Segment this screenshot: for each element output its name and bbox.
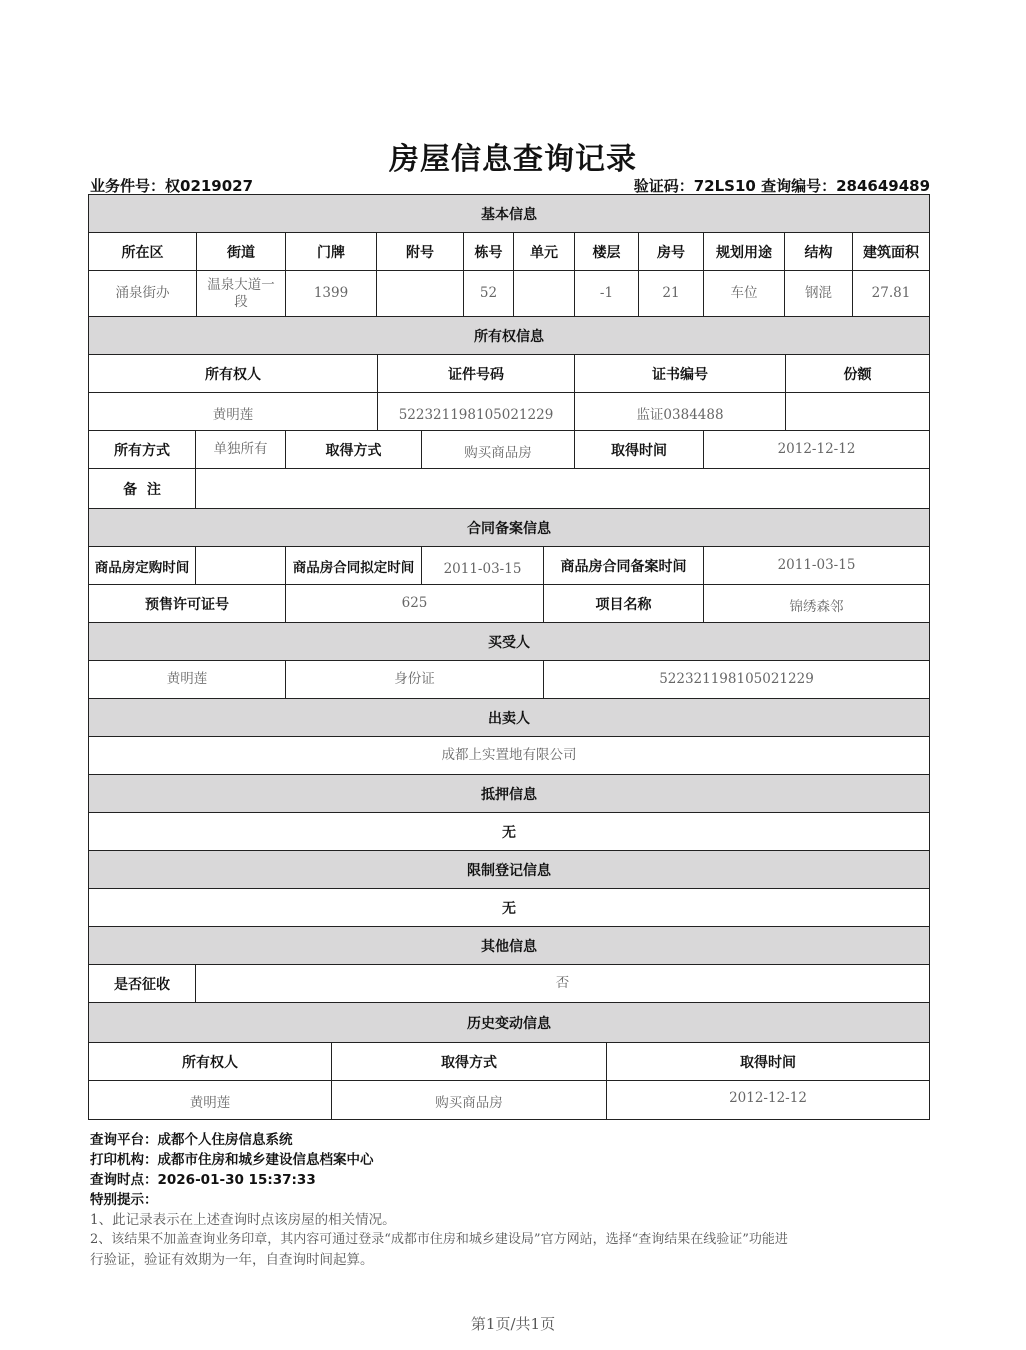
history-header: 所有权人 <box>89 1043 332 1081</box>
basic-header: 所在区 <box>89 233 197 271</box>
query-platform: 查询平台：成都个人住房信息系统 <box>90 1132 293 1148</box>
project-name-label: 项目名称 <box>544 585 704 623</box>
section-contract: 合同备案信息 <box>89 509 929 547</box>
acquire-time-label: 取得时间 <box>575 431 704 469</box>
notice-item-2: 2、该结果不加盖查询业务印章，其内容可通过登录“成都市住房和城乡建设局”官方网站，选择“查询结果在线验证”功能进 <box>90 1232 788 1247</box>
project-name-value: 锦绣森邻 <box>704 585 929 623</box>
buyer-id-number: 522321198105021229 <box>544 661 929 699</box>
basic-value-sub-no <box>377 271 464 317</box>
buyer-id-type: 身份证 <box>286 661 544 699</box>
page-number: 第1页/共1页 <box>470 1315 556 1333</box>
remark-label: 备 注 <box>89 469 196 509</box>
notice-item-1: 1、此记录表示在上述查询时点该房屋的相关情况。 <box>90 1212 396 1228</box>
mortgage-value: 无 <box>89 813 929 851</box>
basic-value-structure: 钢混 <box>785 271 853 317</box>
owner-id-number: 522321198105021229 <box>378 393 575 431</box>
info-table <box>88 194 930 1120</box>
verify-query-number: 验证码：72LS10 查询编号：284649489 <box>633 177 930 195</box>
basic-value-district: 涌泉街办 <box>89 271 197 317</box>
basic-header: 单元 <box>514 233 575 271</box>
presale-permit-value: 625 <box>286 585 544 623</box>
basic-value-usage: 车位 <box>704 271 785 317</box>
ownership-type-value: 单独所有 <box>196 431 286 469</box>
purchase-time-label: 商品房定购时间 <box>89 547 196 585</box>
section-ownership: 所有权信息 <box>89 317 929 355</box>
basic-header: 结构 <box>785 233 853 271</box>
basic-header: 房号 <box>639 233 704 271</box>
ownership-header: 所有权人 <box>89 355 378 393</box>
buyer-name: 黄明莲 <box>89 661 286 699</box>
expropriation-label: 是否征收 <box>89 965 196 1003</box>
ownership-type-label: 所有方式 <box>89 431 196 469</box>
basic-header: 楼层 <box>575 233 639 271</box>
basic-header: 附号 <box>377 233 464 271</box>
seller-name: 成都上实置地有限公司 <box>89 737 929 775</box>
basic-header: 门牌 <box>286 233 377 271</box>
history-acquire-method: 购买商品房 <box>332 1081 607 1119</box>
section-seller: 出卖人 <box>89 699 929 737</box>
section-history: 历史变动信息 <box>89 1003 929 1043</box>
basic-value-door-no: 1399 <box>286 271 377 317</box>
expropriation-value: 否 <box>196 965 929 1003</box>
basic-value-building-no: 52 <box>464 271 514 317</box>
basic-value-area: 27.81 <box>853 271 929 317</box>
section-mortgage: 抵押信息 <box>89 775 929 813</box>
section-buyer: 买受人 <box>89 623 929 661</box>
document-title: 房屋信息查询记录 <box>389 142 637 177</box>
purchase-time-value <box>196 547 286 585</box>
filing-time-value: 2011-03-15 <box>704 547 929 585</box>
acquire-method-label: 取得方式 <box>286 431 422 469</box>
certificate-number: 监证0384488 <box>575 393 786 431</box>
acquire-time-value: 2012-12-12 <box>704 431 929 469</box>
owner-share <box>786 393 929 431</box>
history-owner: 黄明莲 <box>89 1081 332 1119</box>
owner-name: 黄明莲 <box>89 393 378 431</box>
history-acquire-time: 2012-12-12 <box>607 1081 929 1119</box>
basic-value-floor: -1 <box>575 271 639 317</box>
acquire-method-value: 购买商品房 <box>422 431 575 469</box>
basic-value-unit <box>514 271 575 317</box>
basic-value-room-no: 21 <box>639 271 704 317</box>
history-header: 取得方式 <box>332 1043 607 1081</box>
business-number: 业务件号：权0219027 <box>90 177 254 195</box>
section-restriction: 限制登记信息 <box>89 851 929 889</box>
ownership-header: 证书编号 <box>575 355 786 393</box>
ownership-header: 份额 <box>786 355 929 393</box>
query-time: 查询时点：2026-01-30 15:37:33 <box>90 1172 316 1188</box>
basic-header: 规划用途 <box>704 233 785 271</box>
presale-permit-label: 预售许可证号 <box>89 585 286 623</box>
draft-time-label: 商品房合同拟定时间 <box>286 547 422 585</box>
draft-time-value: 2011-03-15 <box>422 547 544 585</box>
section-other: 其他信息 <box>89 927 929 965</box>
basic-header: 建筑面积 <box>853 233 929 271</box>
basic-header: 街道 <box>197 233 286 271</box>
restriction-value: 无 <box>89 889 929 927</box>
filing-time-label: 商品房合同备案时间 <box>544 547 704 585</box>
remark-value <box>196 469 929 509</box>
basic-header: 栋号 <box>464 233 514 271</box>
history-header: 取得时间 <box>607 1043 929 1081</box>
print-organization: 打印机构：成都市住房和城乡建设信息档案中心 <box>90 1152 374 1168</box>
basic-value-street: 温泉大道一段 <box>197 271 286 317</box>
notice-item-2-continued: 行验证，验证有效期为一年，自查询时间起算。 <box>90 1252 374 1268</box>
notice-title: 特别提示： <box>90 1192 158 1208</box>
section-basic-info: 基本信息 <box>89 195 929 233</box>
ownership-header: 证件号码 <box>378 355 575 393</box>
